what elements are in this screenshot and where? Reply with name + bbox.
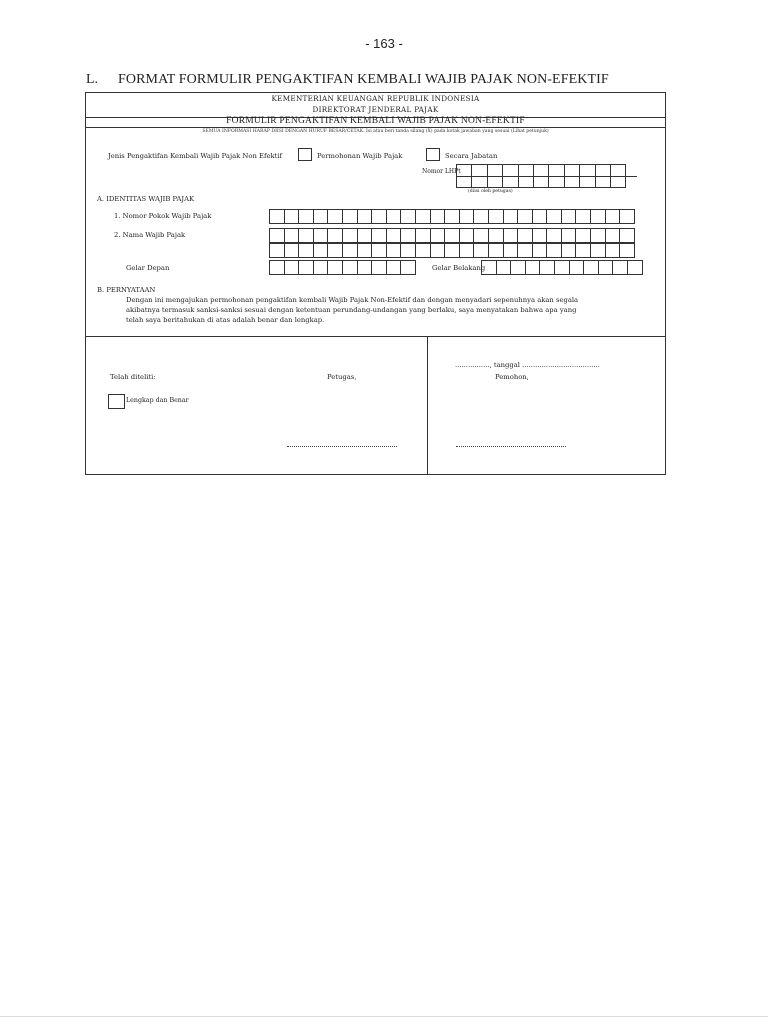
applicant-label: Pemohon,: [495, 373, 529, 381]
char-cell[interactable]: [342, 243, 358, 258]
char-cell[interactable]: [503, 209, 519, 224]
char-cell[interactable]: [313, 260, 329, 275]
statement-line-1: Dengan ini mengajukan permohonan pengaktifan kembali Wajib Pajak Non-Efektif dan dengan menyadari sepenuhnya akan segala: [126, 296, 579, 304]
char-cell[interactable]: [605, 228, 621, 243]
char-cell[interactable]: [298, 243, 314, 258]
form-instruction: SEMUA INFORMASI HARAP DIISI DENGAN HURUF BESAR/CETAK. Isi atau beri tanda silang (X) pada kotak jawaban yang sesuai (Lihat petunjuk): [202, 129, 549, 134]
char-cell[interactable]: [400, 209, 416, 224]
char-cell[interactable]: [415, 209, 431, 224]
gelar-belakang-input[interactable]: [482, 260, 643, 275]
directorate-name: DIREKTORAT JENDERAL PAJAK: [312, 105, 439, 114]
char-cell[interactable]: [532, 209, 548, 224]
taxpayer-name-input-row-1[interactable]: [270, 228, 635, 243]
char-cell[interactable]: [371, 209, 387, 224]
char-cell[interactable]: [488, 209, 504, 224]
npwp-input[interactable]: [270, 209, 635, 224]
char-cell[interactable]: [357, 243, 373, 258]
ministry-name: KEMENTERIAN KEUANGAN REPUBLIK INDONESIA: [271, 94, 480, 103]
char-cell[interactable]: [357, 260, 373, 275]
char-cell[interactable]: [327, 243, 343, 258]
complete-label: Lengkap dan Benar: [126, 397, 189, 404]
taxpayer-name-label: 2. Nama Wajib Pajak: [114, 231, 186, 239]
date-line[interactable]: ................, tanggal ....................................: [455, 361, 600, 369]
char-cell[interactable]: [371, 228, 387, 243]
section-letter: L.: [86, 72, 99, 87]
char-cell[interactable]: [619, 228, 635, 243]
char-cell[interactable]: [539, 260, 555, 275]
char-cell[interactable]: [488, 243, 504, 258]
lhpt-label: Nomor LHPt: [422, 168, 461, 175]
statement-line-2: akibatnya termasuk sanksi-sanksi sesuai dengan ketentuan perundang-undangan yang berlaku, saya menyatakan bahwa apa yang: [126, 306, 577, 314]
char-cell[interactable]: [496, 260, 512, 275]
char-cell[interactable]: [371, 243, 387, 258]
char-cell[interactable]: [590, 228, 606, 243]
char-cell[interactable]: [583, 260, 599, 275]
officer-signature-line[interactable]: [287, 446, 397, 447]
char-cell[interactable]: [473, 243, 489, 258]
char-cell[interactable]: [619, 209, 635, 224]
option-jabatan-label: Secara Jabatan: [445, 152, 498, 160]
char-cell[interactable]: [269, 209, 285, 224]
char-cell[interactable]: [444, 228, 460, 243]
char-cell[interactable]: [517, 228, 533, 243]
statement-line-3: telah saya beritahukan di atas adalah benar dan lengkap.: [126, 316, 325, 324]
applicant-signature-line[interactable]: [456, 446, 566, 447]
char-cell[interactable]: [473, 228, 489, 243]
char-cell[interactable]: [590, 243, 606, 258]
char-cell[interactable]: [619, 243, 635, 258]
char-cell[interactable]: [386, 243, 402, 258]
char-cell[interactable]: [386, 228, 402, 243]
char-cell[interactable]: [298, 228, 314, 243]
char-cell[interactable]: [525, 260, 541, 275]
char-cell[interactable]: [481, 260, 497, 275]
section-title: FORMAT FORMULIR PENGAKTIFAN KEMBALI WAJIB PAJAK NON-EFEKTIF: [118, 72, 609, 87]
char-cell[interactable]: [605, 209, 621, 224]
char-cell[interactable]: [327, 260, 343, 275]
char-cell[interactable]: [612, 260, 628, 275]
char-cell[interactable]: [503, 243, 519, 258]
char-cell[interactable]: [415, 228, 431, 243]
char-cell[interactable]: [415, 243, 431, 258]
char-cell[interactable]: [298, 209, 314, 224]
char-cell[interactable]: [327, 228, 343, 243]
char-cell[interactable]: [269, 243, 285, 258]
char-cell[interactable]: [386, 260, 402, 275]
checkbox-permohonan[interactable]: [298, 148, 312, 161]
taxpayer-name-input-row-2[interactable]: [270, 243, 635, 258]
gelar-depan-label: Gelar Depan: [126, 264, 170, 272]
signature-divider: [85, 336, 666, 337]
char-cell[interactable]: [503, 228, 519, 243]
char-cell[interactable]: [459, 243, 475, 258]
form-title: FORMULIR PENGAKTIFAN KEMBALI WAJIB PAJAK NON-EFEKTIF: [226, 116, 525, 126]
char-cell[interactable]: [357, 228, 373, 243]
page-number: - 163 -: [365, 36, 403, 51]
char-cell[interactable]: [517, 243, 533, 258]
gelar-belakang-label: Gelar Belakang: [432, 264, 486, 272]
char-cell[interactable]: [598, 260, 614, 275]
char-cell[interactable]: [269, 260, 285, 275]
char-cell[interactable]: [284, 260, 300, 275]
char-cell[interactable]: [400, 228, 416, 243]
char-cell[interactable]: [517, 209, 533, 224]
char-cell[interactable]: [561, 209, 577, 224]
char-cell[interactable]: [430, 228, 446, 243]
char-cell[interactable]: [342, 260, 358, 275]
checkbox-jabatan[interactable]: [426, 148, 440, 161]
char-cell[interactable]: [386, 209, 402, 224]
char-cell[interactable]: [444, 243, 460, 258]
char-cell[interactable]: [575, 209, 591, 224]
char-cell[interactable]: [313, 209, 329, 224]
char-cell[interactable]: [430, 209, 446, 224]
char-cell[interactable]: [561, 243, 577, 258]
checkbox-complete[interactable]: [108, 394, 125, 409]
char-cell[interactable]: [510, 260, 526, 275]
npwp-label: 1. Nomor Pokok Wajib Pajak: [114, 212, 212, 220]
char-cell[interactable]: [473, 209, 489, 224]
char-cell[interactable]: [298, 260, 314, 275]
lhpt-divider: [457, 176, 637, 177]
char-cell[interactable]: [313, 228, 329, 243]
form-frame: [85, 92, 666, 475]
activation-type-label: Jenis Pengaktifan Kembali Wajib Pajak Non Efektif: [108, 152, 283, 160]
char-cell[interactable]: [590, 209, 606, 224]
char-cell[interactable]: [284, 228, 300, 243]
char-cell[interactable]: [459, 228, 475, 243]
page-bottom-edge: [0, 1016, 768, 1017]
char-cell[interactable]: [357, 209, 373, 224]
option-permohonan-label: Permohonan Wajib Pajak: [317, 152, 403, 160]
char-cell[interactable]: [546, 209, 562, 224]
char-cell[interactable]: [400, 260, 416, 275]
char-cell[interactable]: [546, 243, 562, 258]
char-cell[interactable]: [269, 228, 285, 243]
char-cell[interactable]: [532, 228, 548, 243]
char-cell[interactable]: [313, 243, 329, 258]
checked-label: Telah diteliti:: [110, 373, 156, 381]
char-cell[interactable]: [575, 243, 591, 258]
char-cell[interactable]: [444, 209, 460, 224]
char-cell[interactable]: [430, 243, 446, 258]
char-cell[interactable]: [342, 209, 358, 224]
char-cell[interactable]: [400, 243, 416, 258]
officer-label: Petugas,: [327, 373, 357, 381]
char-cell[interactable]: [532, 243, 548, 258]
char-cell[interactable]: [627, 260, 643, 275]
char-cell[interactable]: [284, 243, 300, 258]
gelar-depan-input[interactable]: [270, 260, 416, 275]
char-cell[interactable]: [488, 228, 504, 243]
char-cell[interactable]: [459, 209, 475, 224]
char-cell[interactable]: [342, 228, 358, 243]
char-cell[interactable]: [561, 228, 577, 243]
char-cell[interactable]: [605, 243, 621, 258]
section-a-heading: A. IDENTITAS WAJIB PAJAK: [97, 195, 195, 203]
char-cell[interactable]: [546, 228, 562, 243]
char-cell[interactable]: [327, 209, 343, 224]
char-cell[interactable]: [371, 260, 387, 275]
char-cell[interactable]: [554, 260, 570, 275]
char-cell[interactable]: [284, 209, 300, 224]
section-b-heading: B. PERNYATAAN: [97, 286, 156, 294]
lhpt-note: (diisi oleh petugas): [468, 189, 513, 194]
signature-column-divider: [427, 336, 428, 475]
char-cell[interactable]: [575, 228, 591, 243]
char-cell[interactable]: [569, 260, 585, 275]
